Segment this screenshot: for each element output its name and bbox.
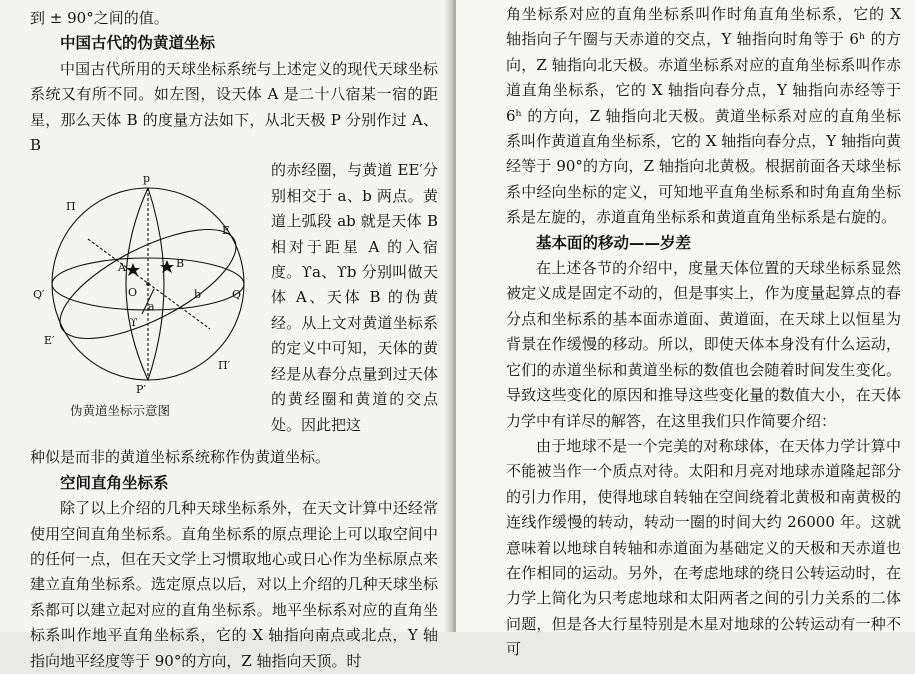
label-pi: Π bbox=[66, 200, 76, 214]
paragraph-precession-intro: 在上述各节的介绍中，度量天体位置的天球坐标系显然被定义成是固定不动的，但是事实上，作为度量起算点的春分点和坐标系的基本面赤道面、黄道面，在天球上以恒星为背景在作缓慢的移动。所以，即使天体本身没有什么运动，它们的赤道坐标和黄道坐标的数值也会随着时间发生变化。导致这些变化的原因和推导这些变化量的数值大小，在天体力学中有详尽的解答，在这里我们只作简要介绍： bbox=[506, 259, 901, 430]
hour-circle-a bbox=[126, 188, 148, 380]
top-line: 到 ± 90°之间的值。 bbox=[30, 9, 169, 27]
right-page bbox=[456, 0, 915, 659]
label-p-top: p bbox=[143, 172, 151, 186]
label-q-right: Q bbox=[232, 288, 242, 302]
star-a bbox=[126, 263, 140, 276]
label-q-left: Q′ bbox=[33, 288, 45, 302]
heading-chinese-pseudo-ecliptic: 中国古代的伪黄道坐标 bbox=[60, 34, 216, 53]
paragraph-rectangular-coordinates: 除了以上介绍的几种天球坐标系外，在天文计算中还经常使用空间直角坐标系。直角坐标系的原点理论上可以取空间中的任何一点，但在天文学上习惯取地心或日心作为坐标原点来建立直角坐标系。选定原点以后，对以上介绍的几种天球坐标系都可以建立起对应的直角坐标系。地平坐标系对应的直角坐标系叫作地平直角坐标系，它的 X 轴指向南点或北点，Y 轴指向地平经度等于 90°的方向，Z 轴指向天顶。时 bbox=[30, 499, 438, 670]
heading-precession: 基本面的移动——岁差 bbox=[536, 233, 692, 252]
label-b-star: B bbox=[176, 257, 185, 271]
heading-rectangular-coordinates: 空间直角坐标系 bbox=[60, 473, 169, 492]
pseudo-ecliptic-figure bbox=[30, 158, 265, 445]
label-b: b bbox=[194, 288, 202, 302]
hour-circle-b bbox=[148, 188, 164, 380]
left-page bbox=[0, 0, 452, 670]
label-a-star: A bbox=[118, 261, 126, 275]
figure-caption: 伪黄道坐标示意图 bbox=[70, 403, 171, 419]
label-pi-prime: Π′ bbox=[218, 359, 231, 373]
label-aries: ϒ bbox=[130, 316, 138, 330]
celestial-sphere-diagram bbox=[30, 164, 265, 404]
label-a: a bbox=[148, 300, 155, 314]
paragraph-pseudo-ecliptic-intro: 中国古代所用的天球坐标系统与上述定义的现代天球坐标系统又有所不同。如左图，设天体 A 是二十八宿某一宿的距星，那么天体 B 的度量方法如下，从北天极 P 分别作过 A、B bbox=[30, 59, 438, 155]
paragraph-pseudo-ecliptic-body: 的赤经圈，与黄道 EE′分别相交于 a、b 两点。黄道上弧段 ab 就是天体 B 相对于距星 A 的入宿度。ϒa、ϒb 分别叫做天体 A、天体 B 的伪黄经。从上文对黄道坐标系的定义中可知，天体的黄经是从春分点量到过天体的黄经圈和黄道的交点处。因此把这 bbox=[271, 161, 438, 434]
paragraph-pseudo-ecliptic-tail: 种似是而非的黄道坐标系统称作伪黄道坐标。 bbox=[30, 448, 331, 467]
label-o: O bbox=[128, 286, 138, 300]
paragraph-rectangular-continued: 角坐标系对应的直角坐标系叫作时角直角坐标系，它的 X 轴指向子午圈与天赤道的交点，Y 轴指向时角等于 6ʰ 的方向，Z 轴指向北天极。赤道坐标系对应的直角坐标系叫作赤道直角坐标系，它的 X 轴指向春分点，Y 轴指向赤经等于 6ʰ 的方向，Z 轴指向北天极。黄道坐标系对应的直角坐标系叫作黄道直角坐标系，它的 X 轴指向春分点，Y 轴指向黄经等于 90°的方向，Z 轴指向北黄极。根据前面各天球坐标系中经向坐标的定义，可知地平直角坐标系和时角直角坐标系是左旋的，赤道直角坐标系和黄道直角坐标系是右旋的。 bbox=[506, 5, 901, 227]
label-e-prime: E′ bbox=[44, 334, 55, 348]
label-e: E bbox=[222, 224, 231, 238]
paragraph-precession-cause: 由于地球不是一个完美的对称球体，在天体力学计算中不能被当作一个质点对待。太阳和月亮对地球赤道隆起部分的引力作用，使得地球自转轴在空间绕着北黄极和南黄极的连线作缓慢的转动，转动一圈的时间大约 26000 年。这就意味着以地球自转轴和赤道面为基础定义的天极和天赤道也在作相同的运动。另外，在考虑地球的绕日公转运动时，在力学上简化为只考虑地球和太阳两者之间的引力关系的二体问题，但是各大行星特别是木星对地球的公转运动有一种不可 bbox=[506, 436, 901, 659]
star-b bbox=[160, 260, 174, 273]
label-p-prime: P′ bbox=[136, 383, 146, 397]
